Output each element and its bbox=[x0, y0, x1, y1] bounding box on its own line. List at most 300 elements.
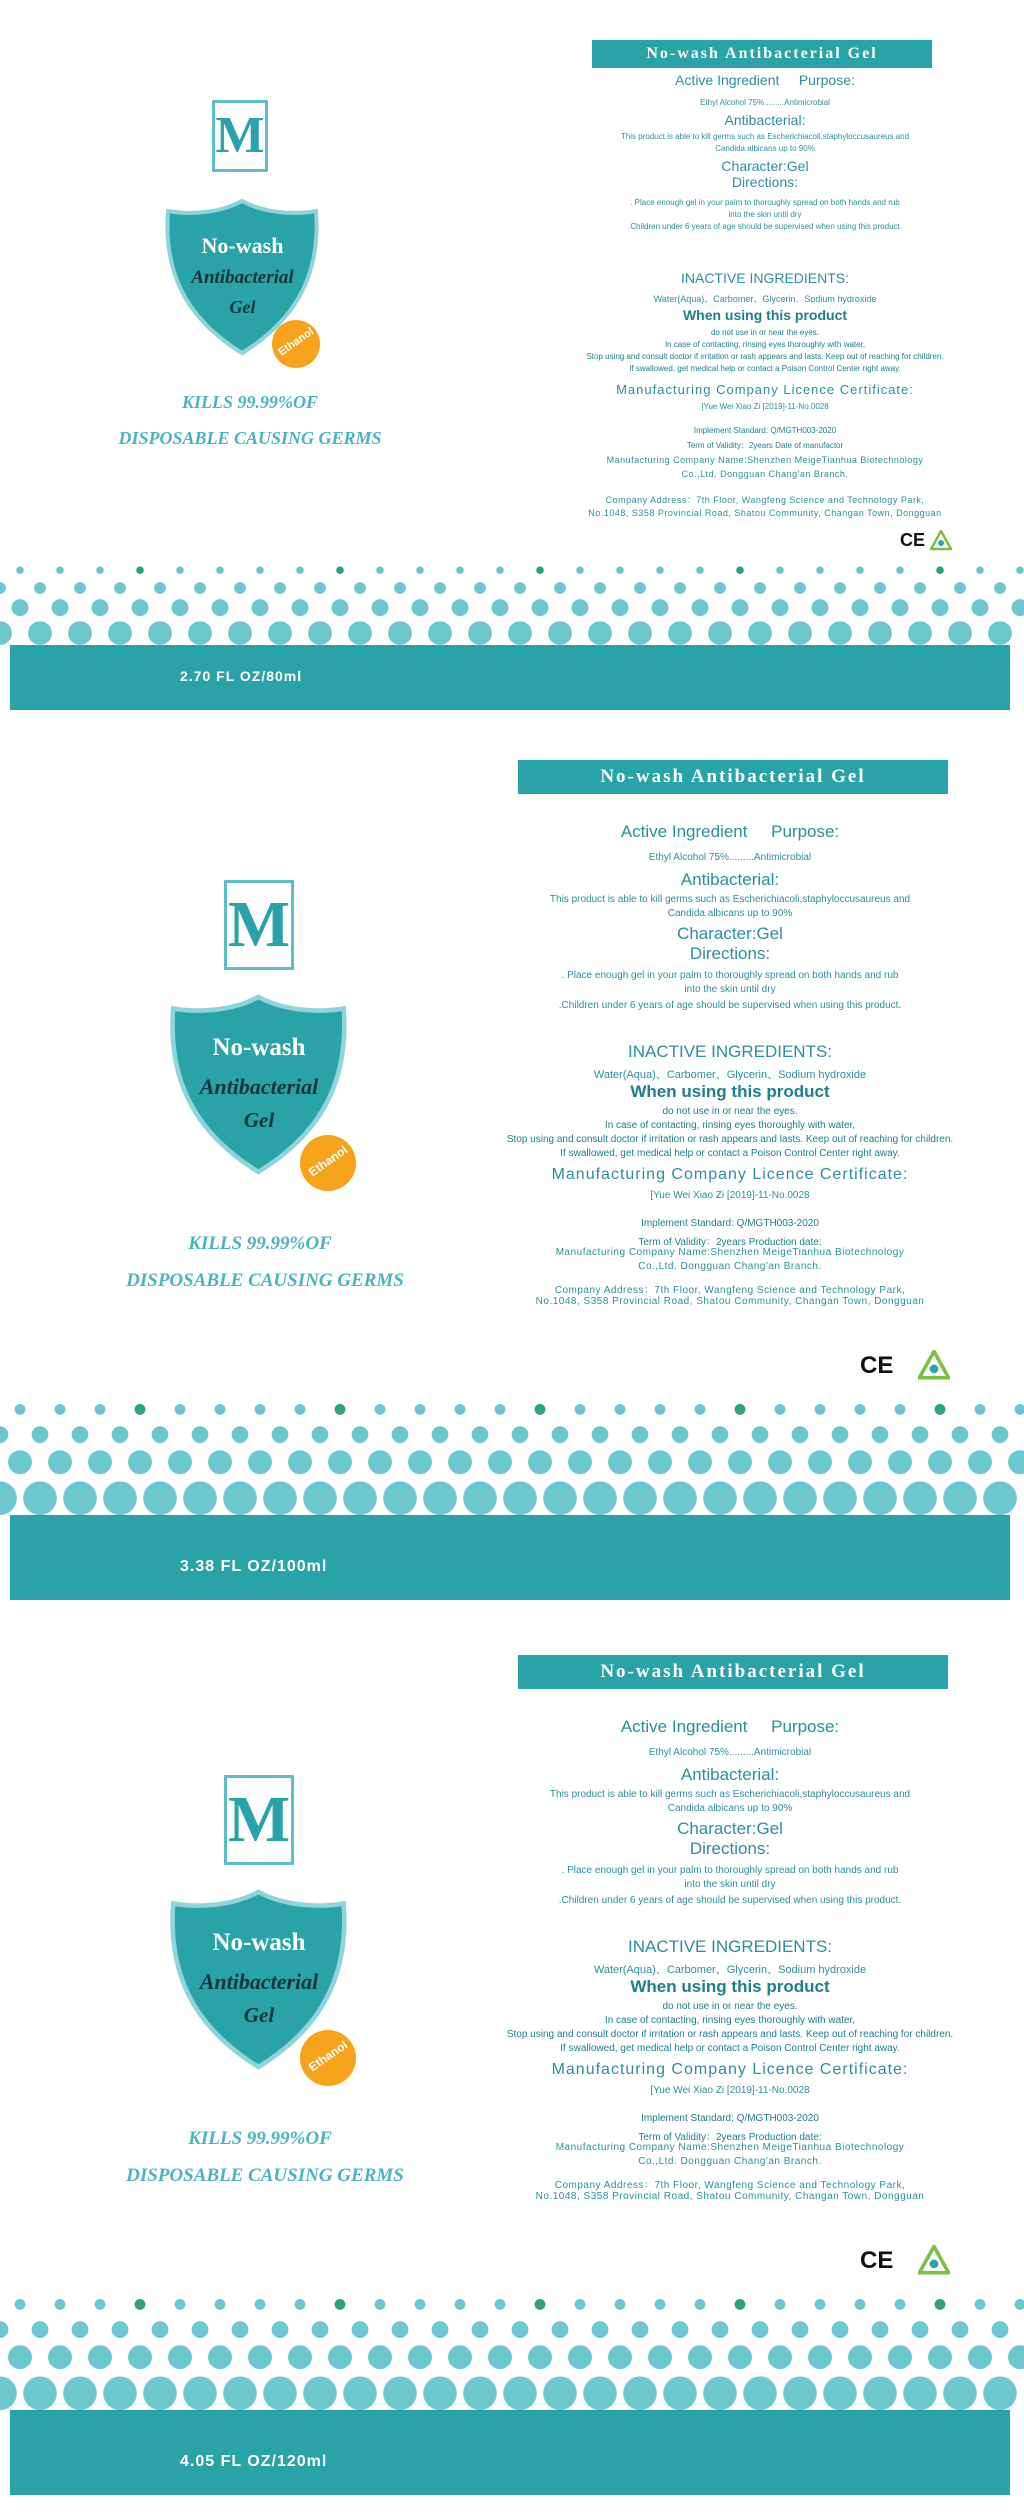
pattern-dot bbox=[183, 2376, 217, 2410]
logo-letter: M bbox=[227, 1783, 291, 1856]
kills-line-2: DISPOSABLE CAUSING GERMS bbox=[126, 1270, 404, 1291]
pattern-dot bbox=[652, 599, 669, 616]
pattern-dot bbox=[135, 2299, 146, 2310]
pattern-dot bbox=[143, 1481, 177, 1515]
pattern-dot bbox=[594, 582, 606, 594]
pattern-dot bbox=[554, 582, 566, 594]
pattern-dot bbox=[175, 1404, 186, 1415]
company-name-2: Co.,Ltd. Dongguan Chang'an Branch. bbox=[681, 469, 849, 479]
pattern-dot bbox=[615, 1404, 626, 1415]
when-using-1: do not use in or near the eyes. bbox=[662, 1106, 798, 1117]
ethanol-text: Ethanol bbox=[305, 2037, 351, 2075]
pattern-dot bbox=[215, 2299, 226, 2310]
pattern-dot bbox=[648, 1450, 672, 1474]
company-address-1: Company Address：7th Floor, Wangfeng Science and Technology Park, bbox=[605, 495, 925, 505]
pattern-dot bbox=[992, 1426, 1009, 1443]
pattern-dot bbox=[263, 1481, 297, 1515]
ethanol-badge bbox=[272, 320, 320, 368]
ethyl-alcohol-line: Ethyl Alcohol 75%.........Antimicrobial bbox=[700, 98, 830, 107]
pattern-dot bbox=[135, 1404, 146, 1415]
antibacterial-text-1: This product is able to kill germs such as Escherichiacoli,staphyloccusaureus and bbox=[549, 1789, 911, 1800]
pattern-dot bbox=[488, 2345, 512, 2369]
pattern-dot bbox=[0, 621, 12, 645]
company-address-1: Company Address：7th Floor, Wangfeng Science and Technology Park, bbox=[554, 1285, 906, 1296]
pattern-dot bbox=[775, 2299, 786, 2310]
pattern-dot bbox=[754, 582, 766, 594]
volume-label: 4.05 FL OZ/120ml bbox=[180, 2453, 328, 2470]
pattern-dot bbox=[112, 1426, 129, 1443]
pattern-dot bbox=[263, 2376, 297, 2410]
pattern-dot bbox=[112, 2321, 129, 2338]
pattern-dot bbox=[728, 2345, 752, 2369]
pattern-dot bbox=[548, 621, 572, 645]
pattern-dot bbox=[95, 1404, 106, 1415]
pattern-dot bbox=[1008, 2345, 1024, 2369]
brand-logo bbox=[212, 100, 268, 172]
pattern-dot bbox=[695, 2299, 706, 2310]
pattern-dot bbox=[728, 1450, 752, 1474]
pattern-dot bbox=[528, 1450, 552, 1474]
pattern-dot bbox=[1016, 566, 1024, 574]
pattern-dot bbox=[95, 2299, 106, 2310]
pattern-dot bbox=[855, 2299, 866, 2310]
volume-label: 3.38 FL OZ/100ml bbox=[180, 1558, 328, 1575]
pattern-dot bbox=[383, 1481, 417, 1515]
pattern-dot bbox=[228, 621, 252, 645]
pattern-dot bbox=[895, 1404, 906, 1415]
pattern-dot bbox=[343, 2376, 377, 2410]
pattern-dot bbox=[32, 2321, 49, 2338]
pattern-dot bbox=[692, 599, 709, 616]
pattern-dot bbox=[234, 582, 246, 594]
volume-band bbox=[10, 645, 1010, 710]
pattern-dot bbox=[648, 2345, 672, 2369]
pattern-dot bbox=[968, 1450, 992, 1474]
term-of-validity: Term of Validity：2years Date of manufactor bbox=[686, 441, 844, 450]
pattern-dot bbox=[994, 582, 1006, 594]
pattern-dot bbox=[168, 1450, 192, 1474]
badge-line-2: Antibacterial bbox=[191, 267, 294, 288]
pattern-dot bbox=[252, 599, 269, 616]
pattern-dot bbox=[463, 1481, 497, 1515]
pattern-dot bbox=[608, 2345, 632, 2369]
pattern-dot bbox=[488, 1450, 512, 1474]
pattern-dot bbox=[0, 1481, 17, 1515]
pattern-dot bbox=[655, 2299, 666, 2310]
pattern-dot bbox=[832, 2321, 849, 2338]
pattern-dot bbox=[455, 2299, 466, 2310]
ethanol-badge bbox=[300, 2030, 356, 2086]
pattern-dot bbox=[663, 2376, 697, 2410]
pattern-dot bbox=[588, 621, 612, 645]
pattern-dot bbox=[768, 2345, 792, 2369]
pattern-dot bbox=[632, 2321, 649, 2338]
pattern-dot bbox=[455, 1404, 466, 1415]
pattern-dot bbox=[914, 582, 926, 594]
pattern-dot bbox=[52, 599, 69, 616]
pattern-dot bbox=[28, 621, 52, 645]
pattern-dot bbox=[583, 1481, 617, 1515]
pattern-dot bbox=[928, 2345, 952, 2369]
company-name-2: Co.,Ltd. Dongguan Chang'an Branch. bbox=[638, 1261, 822, 1272]
directions-text-2: into the skin until dry bbox=[684, 984, 776, 995]
product-title-bar: No-wash Antibacterial Gel bbox=[518, 760, 948, 794]
pattern-dot bbox=[812, 599, 829, 616]
antibacterial-heading: Antibacterial: bbox=[680, 1765, 780, 1784]
pattern-dot bbox=[408, 1450, 432, 1474]
pattern-dot bbox=[188, 621, 212, 645]
kills-line-2: DISPOSABLE CAUSING GERMS bbox=[126, 2165, 404, 2186]
directions-text-1: . Place enough gel in your palm to thoroughly spread on both hands and rub bbox=[561, 970, 899, 981]
pattern-dot bbox=[612, 599, 629, 616]
pattern-dot bbox=[975, 1404, 986, 1415]
licence-number: [Yue Wei Xiao Zi [2019]-11-No.0028 bbox=[650, 1190, 810, 1201]
when-using-3: Stop using and consult doctor if irritation or rash appears and lasts. Keep out of reaching for children. bbox=[506, 1134, 954, 1145]
pattern-dot bbox=[628, 621, 652, 645]
volume-band bbox=[10, 1515, 1010, 1600]
pattern-dot bbox=[328, 1450, 352, 1474]
pattern-dot bbox=[816, 566, 824, 574]
pattern-dot bbox=[114, 582, 126, 594]
inactive-heading: INACTIVE INGREDIENTS: bbox=[680, 270, 850, 286]
when-using-4: If swallowed, get medical help or contact a Poison Control Center right away. bbox=[560, 2043, 900, 2054]
pattern-dot bbox=[815, 1404, 826, 1415]
pattern-dot bbox=[368, 2345, 392, 2369]
pattern-dot bbox=[576, 566, 584, 574]
ethanol-badge bbox=[300, 1135, 356, 1191]
antibacterial-text-2: Candida albicans up to 90% bbox=[667, 1803, 793, 1814]
pattern-dot bbox=[295, 1404, 306, 1415]
badge-line-3: Gel bbox=[243, 2003, 275, 2027]
pattern-dot bbox=[56, 566, 64, 574]
recycle-icon bbox=[918, 2245, 950, 2277]
when-using-heading: When using this product bbox=[630, 1977, 830, 1996]
pattern-dot bbox=[154, 582, 166, 594]
pattern-dot bbox=[983, 2376, 1017, 2410]
pattern-dot bbox=[834, 582, 846, 594]
pattern-dot bbox=[748, 621, 772, 645]
pattern-dot bbox=[1015, 1404, 1024, 1415]
pattern-dot bbox=[176, 566, 184, 574]
pattern-dot bbox=[908, 621, 932, 645]
pattern-dot bbox=[335, 1404, 346, 1415]
pattern-dot bbox=[423, 2376, 457, 2410]
pattern-dot bbox=[863, 2376, 897, 2410]
pattern-dot bbox=[0, 2376, 17, 2410]
product-title-bar: No-wash Antibacterial Gel bbox=[592, 40, 932, 68]
pattern-dot bbox=[952, 1426, 969, 1443]
active-ingredient-label: Active Ingredient bbox=[675, 72, 780, 88]
pattern-dot bbox=[415, 1404, 426, 1415]
pattern-dot bbox=[575, 1404, 586, 1415]
when-using-1: do not use in or near the eyes. bbox=[662, 2001, 798, 2012]
pattern-dot bbox=[88, 2345, 112, 2369]
pattern-dot bbox=[888, 2345, 912, 2369]
pattern-dot bbox=[192, 2321, 209, 2338]
when-using-2: In case of contacting, rinsing eyes thoroughly with water, bbox=[664, 340, 866, 349]
pattern-dot bbox=[152, 1426, 169, 1443]
when-using-4: If swallowed, get medical help or contact a Poison Control Center right away. bbox=[629, 364, 901, 373]
pattern-dot bbox=[572, 599, 589, 616]
badge-line-1: No-wash bbox=[201, 233, 284, 258]
company-address-2: No.1048, S358 Provincial Road, Shatou Community, Changan Town, Dongguan bbox=[535, 1296, 925, 1307]
pattern-dot bbox=[623, 1481, 657, 1515]
pattern-dot bbox=[855, 1404, 866, 1415]
pattern-dot bbox=[15, 1404, 26, 1415]
inactive-heading: INACTIVE INGREDIENTS: bbox=[627, 1042, 833, 1061]
directions-heading: Directions: bbox=[689, 1839, 771, 1858]
pattern-dot bbox=[528, 2345, 552, 2369]
pattern-dot bbox=[332, 599, 349, 616]
pattern-dot bbox=[872, 2321, 889, 2338]
pattern-dot bbox=[828, 621, 852, 645]
pattern-dot bbox=[428, 621, 452, 645]
pattern-dot bbox=[96, 566, 104, 574]
pattern-dot bbox=[392, 1426, 409, 1443]
pattern-dot bbox=[303, 2376, 337, 2410]
pattern-dot bbox=[216, 566, 224, 574]
pattern-dot bbox=[335, 2299, 346, 2310]
pattern-dot bbox=[23, 1481, 57, 1515]
pattern-dot bbox=[423, 1481, 457, 1515]
active-ingredient-label: Active Ingredient bbox=[620, 822, 748, 841]
pattern-dot bbox=[912, 1426, 929, 1443]
pattern-dot bbox=[168, 2345, 192, 2369]
pattern-dot bbox=[988, 621, 1012, 645]
pattern-dot bbox=[468, 621, 492, 645]
ethanol-text: Ethanol bbox=[276, 325, 316, 359]
inactive-list: Water(Aqua)、Carbomer、Glycerin、Sodium hydroxide bbox=[653, 294, 877, 304]
pattern-dot bbox=[215, 1404, 226, 1415]
directions-text-3: .Children under 6 years of age should be supervised when using this product. bbox=[558, 1895, 902, 1906]
pattern-dot bbox=[512, 1426, 529, 1443]
antibacterial-heading: Antibacterial: bbox=[724, 112, 806, 128]
pattern-dot bbox=[248, 2345, 272, 2369]
pattern-dot bbox=[714, 582, 726, 594]
pattern-dot bbox=[143, 2376, 177, 2410]
pattern-dot bbox=[935, 1404, 946, 1415]
pattern-dot bbox=[936, 566, 944, 574]
product-title-bar: No-wash Antibacterial Gel bbox=[518, 1655, 948, 1689]
kills-line-2: DISPOSABLE CAUSING GERMS bbox=[118, 428, 382, 448]
company-name-2: Co.,Ltd. Dongguan Chang'an Branch. bbox=[638, 2156, 822, 2167]
pattern-dot bbox=[503, 1481, 537, 1515]
badge-line-3: Gel bbox=[229, 297, 256, 317]
pattern-dot bbox=[34, 582, 46, 594]
pattern-dot bbox=[0, 2321, 8, 2338]
pattern-dot bbox=[615, 2299, 626, 2310]
pattern-dot bbox=[568, 2345, 592, 2369]
pattern-dot bbox=[103, 1481, 137, 1515]
pattern-dot bbox=[223, 2376, 257, 2410]
pattern-dot bbox=[552, 1426, 569, 1443]
licence-number: [Yue Wei Xiao Zi [2019]-11-No.0028 bbox=[701, 402, 829, 411]
pattern-dot bbox=[848, 2345, 872, 2369]
pattern-dot bbox=[535, 2299, 546, 2310]
pattern-dot bbox=[388, 621, 412, 645]
directions-text-3: .Children under 6 years of age should be supervised when using this product. bbox=[558, 1000, 902, 1011]
pattern-dot bbox=[496, 566, 504, 574]
pattern-dot bbox=[808, 1450, 832, 1474]
pattern-dot bbox=[848, 1450, 872, 1474]
logo-letter: M bbox=[227, 888, 291, 961]
pattern-dot bbox=[976, 566, 984, 574]
pattern-dot bbox=[536, 566, 544, 574]
pattern-dot bbox=[288, 2345, 312, 2369]
pattern-dot bbox=[948, 621, 972, 645]
pattern-dot bbox=[296, 566, 304, 574]
pattern-dot bbox=[823, 1481, 857, 1515]
volume-band bbox=[10, 2410, 1010, 2495]
pattern-dot bbox=[888, 1450, 912, 1474]
label-100ml bbox=[0, 740, 1024, 1620]
pattern-dot bbox=[88, 1450, 112, 1474]
pattern-dot bbox=[743, 2376, 777, 2410]
pattern-dot bbox=[432, 2321, 449, 2338]
ce-mark: CE bbox=[860, 1352, 894, 1379]
badge-line-3: Gel bbox=[243, 1108, 275, 1132]
pattern-dot bbox=[592, 1426, 609, 1443]
pattern-dot bbox=[695, 1404, 706, 1415]
antibacterial-text-2: Candida albicans up to 90% bbox=[667, 908, 793, 919]
dot-pattern bbox=[0, 2290, 1024, 2410]
company-address-1: Company Address：7th Floor, Wangfeng Science and Technology Park, bbox=[554, 2180, 906, 2191]
pattern-dot bbox=[495, 2299, 506, 2310]
pattern-dot bbox=[272, 1426, 289, 1443]
pattern-dot bbox=[568, 1450, 592, 1474]
pattern-dot bbox=[343, 1481, 377, 1515]
pattern-dot bbox=[255, 1404, 266, 1415]
pattern-dot bbox=[12, 599, 29, 616]
pattern-dot bbox=[452, 599, 469, 616]
pattern-dot bbox=[394, 582, 406, 594]
pattern-dot bbox=[823, 2376, 857, 2410]
pattern-dot bbox=[732, 599, 749, 616]
pattern-dot bbox=[223, 1481, 257, 1515]
ethyl-alcohol-line: Ethyl Alcohol 75%.........Antimicrobial bbox=[648, 1747, 812, 1758]
pattern-dot bbox=[368, 1450, 392, 1474]
pattern-dot bbox=[815, 2299, 826, 2310]
pattern-dot bbox=[192, 1426, 209, 1443]
licence-heading: Manufacturing Company Licence Certificate: bbox=[616, 382, 914, 397]
pattern-dot bbox=[1015, 2299, 1024, 2310]
pattern-dot bbox=[672, 1426, 689, 1443]
pattern-dot bbox=[903, 1481, 937, 1515]
company-address-2: No.1048, S358 Provincial Road, Shatou Community, Changan Town, Dongguan bbox=[588, 508, 942, 518]
when-using-3: Stop using and consult doctor if irritation or rash appears and lasts. Keep out of reaching for children. bbox=[586, 352, 944, 361]
pattern-dot bbox=[48, 2345, 72, 2369]
pattern-dot bbox=[208, 2345, 232, 2369]
pattern-dot bbox=[0, 582, 6, 594]
pattern-dot bbox=[108, 621, 132, 645]
pattern-dot bbox=[255, 2299, 266, 2310]
pattern-dot bbox=[903, 2376, 937, 2410]
pattern-dot bbox=[775, 1404, 786, 1415]
pattern-dot bbox=[768, 1450, 792, 1474]
directions-text-3: .Children under 6 years of age should be supervised when using this product. bbox=[628, 222, 902, 231]
pattern-dot bbox=[295, 2299, 306, 2310]
when-using-4: If swallowed, get medical help or contact a Poison Control Center right away. bbox=[560, 1148, 900, 1159]
pattern-dot bbox=[434, 582, 446, 594]
pattern-dot bbox=[712, 2321, 729, 2338]
implement-standard: Implement Standard: Q/MGTH003-2020 bbox=[693, 426, 837, 435]
when-using-1: do not use in or near the eyes. bbox=[710, 328, 820, 337]
inactive-list: Water(Aqua)、Carbomer、Glycerin、Sodium hydroxide bbox=[593, 1964, 867, 1976]
pattern-dot bbox=[592, 2321, 609, 2338]
pattern-dot bbox=[212, 599, 229, 616]
pattern-dot bbox=[983, 1481, 1017, 1515]
pattern-dot bbox=[688, 1450, 712, 1474]
pattern-dot bbox=[788, 621, 812, 645]
directions-heading: Directions: bbox=[689, 944, 771, 963]
pattern-dot bbox=[68, 621, 92, 645]
pattern-dot bbox=[1008, 1450, 1024, 1474]
badge-line-2: Antibacterial bbox=[199, 1074, 319, 1099]
pattern-dot bbox=[663, 1481, 697, 1515]
implement-standard: Implement Standard: Q/MGTH003-2020 bbox=[641, 2113, 819, 2124]
inactive-list: Water(Aqua)、Carbomer、Glycerin、Sodium hydroxide bbox=[593, 1069, 867, 1081]
pattern-dot bbox=[292, 599, 309, 616]
pattern-dot bbox=[0, 1426, 8, 1443]
pattern-dot bbox=[856, 566, 864, 574]
pattern-dot bbox=[336, 566, 344, 574]
pattern-dot bbox=[708, 621, 732, 645]
pattern-dot bbox=[935, 2299, 946, 2310]
pattern-dot bbox=[352, 2321, 369, 2338]
pattern-dot bbox=[208, 1450, 232, 1474]
pattern-dot bbox=[674, 582, 686, 594]
directions-text-2: into the skin until dry bbox=[728, 210, 802, 219]
pattern-dot bbox=[712, 1426, 729, 1443]
pattern-dot bbox=[968, 2345, 992, 2369]
pattern-dot bbox=[375, 1404, 386, 1415]
pattern-dot bbox=[703, 2376, 737, 2410]
brand-logo bbox=[224, 1775, 294, 1865]
pattern-dot bbox=[808, 2345, 832, 2369]
pattern-dot bbox=[656, 566, 664, 574]
pattern-dot bbox=[74, 582, 86, 594]
pattern-dot bbox=[312, 1426, 329, 1443]
pattern-dot bbox=[136, 566, 144, 574]
pattern-dot bbox=[92, 599, 109, 616]
pattern-dot bbox=[248, 1450, 272, 1474]
pattern-dot bbox=[128, 2345, 152, 2369]
antibacterial-text-1: This product is able to kill germs such as Escherichiacoli,staphyloccusaureus and bbox=[620, 132, 910, 141]
pattern-dot bbox=[103, 2376, 137, 2410]
pattern-dot bbox=[514, 582, 526, 594]
pattern-dot bbox=[895, 2299, 906, 2310]
pattern-dot bbox=[474, 582, 486, 594]
pattern-dot bbox=[892, 599, 909, 616]
kills-line-1: KILLS 99.99%OF bbox=[181, 392, 318, 412]
company-name-1: Manufacturing Company Name:Shenzhen MeigeTianhua Biotechnology bbox=[555, 2142, 905, 2153]
company-name-1: Manufacturing Company Name:Shenzhen MeigeTianhua Biotechnology bbox=[555, 1247, 905, 1258]
active-ingredient-heading bbox=[560, 72, 970, 88]
character-heading: Character:Gel bbox=[677, 924, 783, 943]
pattern-dot bbox=[735, 1404, 746, 1415]
pattern-dot bbox=[552, 2321, 569, 2338]
term-of-validity: Term of Validity：2years Production date: bbox=[638, 2132, 822, 2143]
dot-pattern bbox=[0, 1395, 1024, 1515]
pattern-dot bbox=[416, 566, 424, 574]
purpose-label: Purpose: bbox=[771, 822, 840, 841]
volume-label: 2.70 FL OZ/80ml bbox=[180, 668, 303, 684]
pattern-dot bbox=[896, 566, 904, 574]
pattern-dot bbox=[623, 2376, 657, 2410]
when-using-heading: When using this product bbox=[682, 307, 848, 323]
pattern-dot bbox=[492, 599, 509, 616]
pattern-dot bbox=[274, 582, 286, 594]
